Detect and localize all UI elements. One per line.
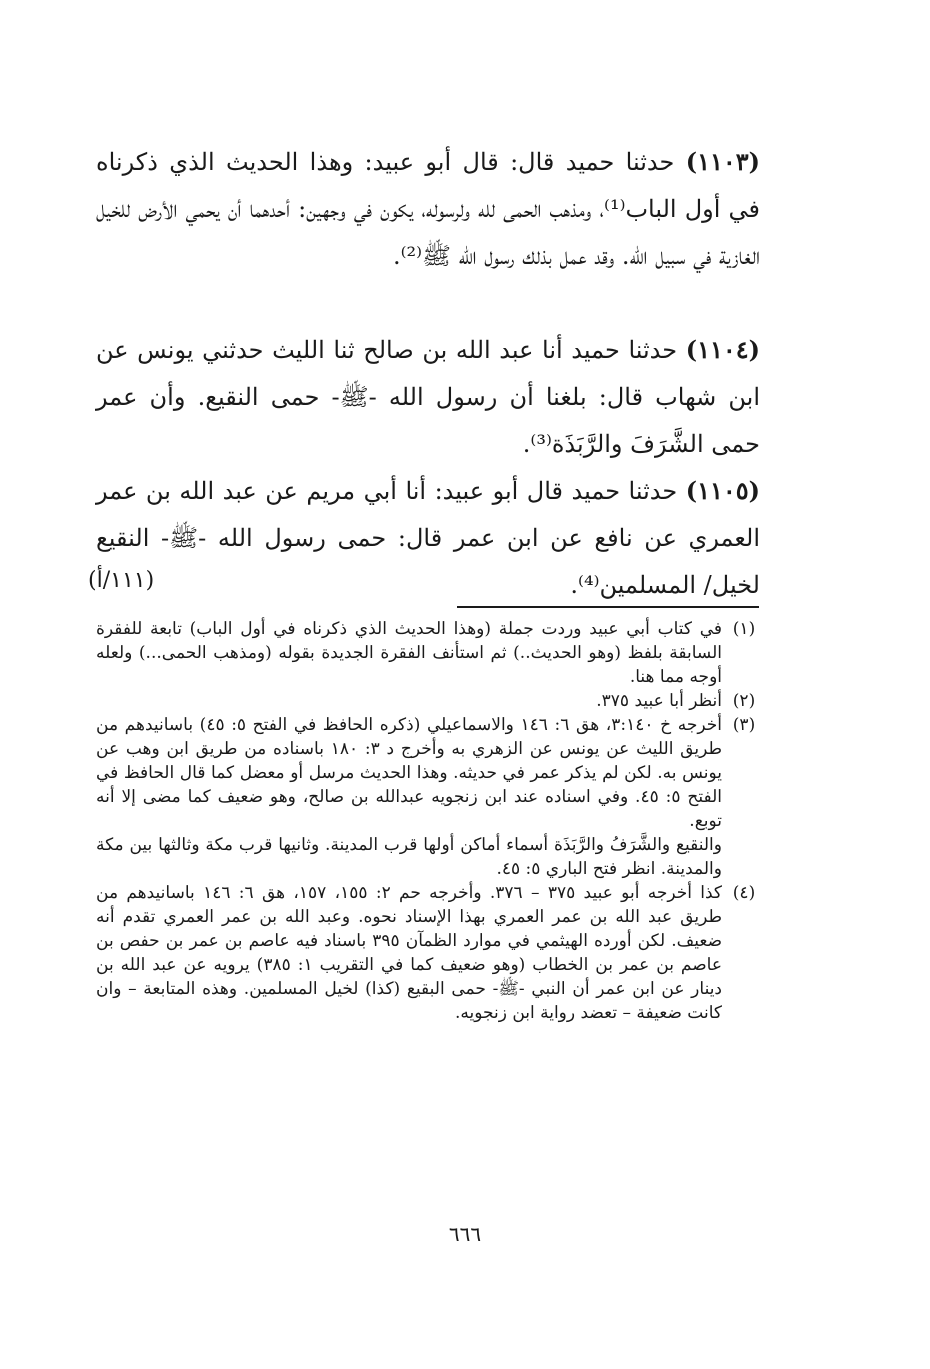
footnote-2 [96, 689, 766, 713]
footnote-text: أنظر أبا عبيد ٣٧٥. [596, 691, 722, 711]
footnote-text: كذا أخرجه أبو عبيد ٣٧٥ – ٣٧٦. وأخرجه حم ٢: ١٥٥، ١٥٧، هق ٦: ١٤٦ باسانيدهم من طريق عبد الله بن عمر العمري بهذا الإسناد نحوه. وعبد الله بن عمر العمري تقدم أنه ضعيف. لكن أورده الهيثمي في موارد الظمآن ٣٩٥ باسناد فيه عاصم بن عمر بن حفص بن عاصم بن عمر بن الخطاب (وهو ضعيف كما في التقريب ١: ٣٨٥) يرويه عن عبد الله بن دينار عن ابن عمر أن النبي -ﷺ- حمى البقيع (كذا) لخيل المسلمين. وهذه المتابعة – وان كانت ضعيفة – تعضد رواية ابن زنجويه. [96, 883, 723, 1023]
manuscript-folio-marker: (١١١/أ) [88, 568, 155, 593]
hadith-text: حدثنا حميد قال: قال أبو عبيد: وهذا الحديث الذي ذكرناه في أول الباب⁽¹⁾، ومذهب الحمى لله ولرسوله، يكون في وجهين: أحدهما أن يحمي الأرض للخيل الغازية في سبيل الله. وقد عمل بذلك رسول الله ﷺ⁽²⁾. [96, 148, 760, 270]
hadith-paragraph-1104 [96, 326, 760, 468]
page-number: ٦٦٦ [448, 1222, 482, 1246]
footnote-number: (٤) [732, 883, 756, 903]
footnote-text: والنقيع والشَّرَفُ والرَّبَذَة أسماء أماكن أولها قرب المدينة. وثانيها قرب مكة وثالثها بين مكة والمدينة. انظر فتح الباري ٥: ٤٥. [96, 835, 722, 879]
footnote-1 [96, 617, 766, 689]
footnote-text: أخرجه خ ٣:١٤٠، هق ٦: ١٤٦ والاسماعيلي (ذكره الحافظ في الفتح ٥: ٤٥) باسانيدهم من طريق الليث عن يونس عن الزهري به وأخرج د ٣: ١٨٠ باسناده من طريق ابن وهب عن يونس به. لكن لم يذكر عمر في حديثه. وهذا الحديث مرسل أو معضل كما قال الحافظ في الفتح ٥: ٤٥. وفي اسناده عند ابن زنجويه عبدالله بن صالح، وهو ضعيف كما مضى إلا أنه توبع. [96, 715, 723, 831]
footnote-number: (٢) [732, 691, 756, 711]
footnotes [96, 617, 766, 1025]
hadith-paragraph-1103 [96, 138, 760, 280]
footnote-divider [457, 606, 759, 608]
hadith-paragraph-1105 [96, 467, 760, 609]
footnote-number: (٣) [732, 715, 756, 735]
hadith-text: حدثنا حميد قال أبو عبيد: أنا أبي مريم عن عبد الله بن عمر العمري عن نافع عن ابن عمر قال: حمى رسول الله -ﷺ- النقيع لخيل/ المسلمين⁽⁴⁾. [96, 477, 760, 599]
hadith-number: (١١٠٣) [685, 147, 760, 176]
footnote-number: (١) [732, 619, 756, 639]
footnote-text: في كتاب أبي عبيد وردت جملة (وهذا الحديث الذي ذكرناه في أول الباب) تابعة للفقرة السابقة بلفظ (وهو الحديث..) ثم استأنف الفقرة الجديدة بقوله (ومذهب الحمى...) ولعله أوجه مما هنا. [96, 619, 722, 687]
footnote-4 [96, 881, 766, 1025]
hadith-text: حدثنا حميد أنا عبد الله بن صالح ثنا الليث حدثني يونس عن ابن شهاب قال: بلغنا أن رسول الله -ﷺ- حمى النقيع. وأن عمر حمى الشَّرَفَ والرَّبَذَة⁽³⁾. [96, 336, 760, 458]
footnote-3 [96, 713, 766, 881]
hadith-number: (١١٠٥) [685, 476, 760, 505]
hadith-number: (١١٠٤) [685, 335, 761, 364]
